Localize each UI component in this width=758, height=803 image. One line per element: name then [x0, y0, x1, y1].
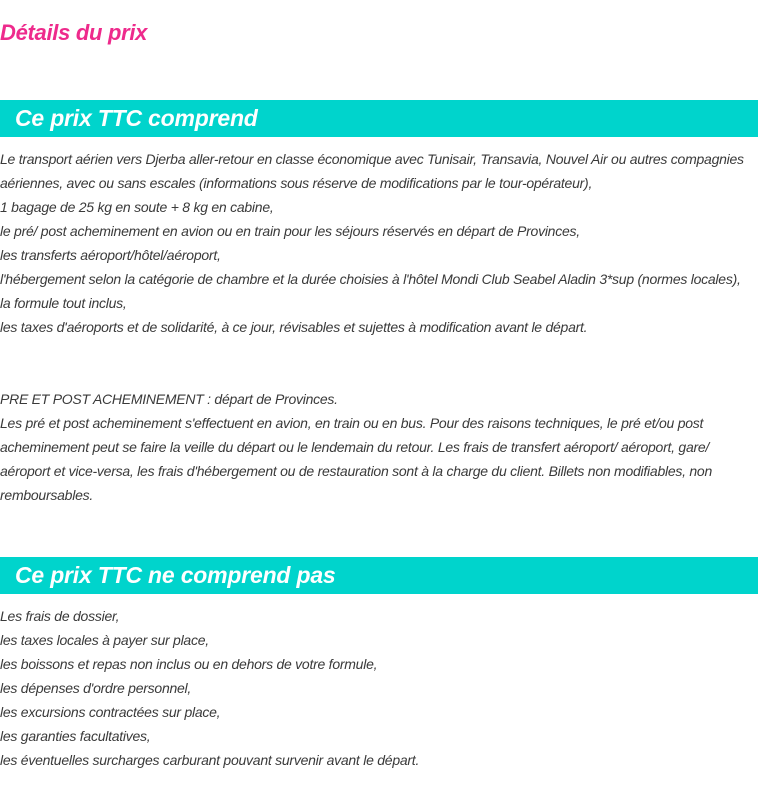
post-acheminement-block: [0, 387, 758, 507]
page-title: Détails du prix: [0, 20, 148, 45]
includes-item-taxes: les taxes d'aéroports et de solidarité, à ce jour, révisables et sujettes à modification avant le départ.: [0, 319, 588, 335]
section-header-includes: Ce prix TTC comprend: [0, 100, 758, 137]
post-acheminement-text: Les pré et post acheminement s'effectuent en avion, en train ou en bus. Pour des raisons techniques, le pré et/ou post acheminement peut se faire la veille du départ ou le lendemain du retour. Les frais de transfert aéroport/ aéroport, gare/ aéroport et vice-versa, les frais d'hébergement ou de restauration sont à la charge du client. Billets non modifiables, non remboursables.: [0, 415, 713, 503]
includes-item-pre-post: le pré/ post acheminement en avion ou en train pour les séjours réservés en départ de Provinces,: [0, 223, 580, 239]
includes-list: [0, 147, 758, 339]
includes-item-formula: la formule tout inclus,: [0, 295, 127, 311]
includes-item-accommodation: l'hébergement selon la catégorie de chambre et la durée choisies à l'hôtel Mondi Club Seabel Aladin 3*sup (normes locales),: [0, 271, 741, 287]
excludes-item-personal: les dépenses d'ordre personnel,: [0, 680, 192, 696]
includes-item-transport: Le transport aérien vers Djerba aller-retour en classe économique avec Tunisair, Transavia, Nouvel Air ou autres compagnies aériennes, avec ou sans escales (informations sous réserve de modifications par le tour-opérateur),: [0, 151, 744, 191]
excludes-item-guarantees: les garanties facultatives,: [0, 728, 151, 744]
excludes-item-drinks: les boissons et repas non inclus ou en dehors de votre formule,: [0, 656, 378, 672]
includes-item-baggage: 1 bagage de 25 kg en soute + 8 kg en cabine,: [0, 199, 274, 215]
excludes-item-local-taxes: les taxes locales à payer sur place,: [0, 632, 209, 648]
excludes-item-fuel: les éventuelles surcharges carburant pouvant survenir avant le départ.: [0, 752, 420, 768]
excludes-item-excursions: les excursions contractées sur place,: [0, 704, 221, 720]
post-acheminement-title: PRE ET POST ACHEMINEMENT : départ de Provinces.: [0, 391, 338, 407]
section-header-excludes: Ce prix TTC ne comprend pas: [0, 557, 758, 594]
excludes-item-dossier: Les frais de dossier,: [0, 608, 120, 624]
excludes-list: [0, 604, 758, 772]
includes-item-transfers: les transferts aéroport/hôtel/aéroport,: [0, 247, 221, 263]
